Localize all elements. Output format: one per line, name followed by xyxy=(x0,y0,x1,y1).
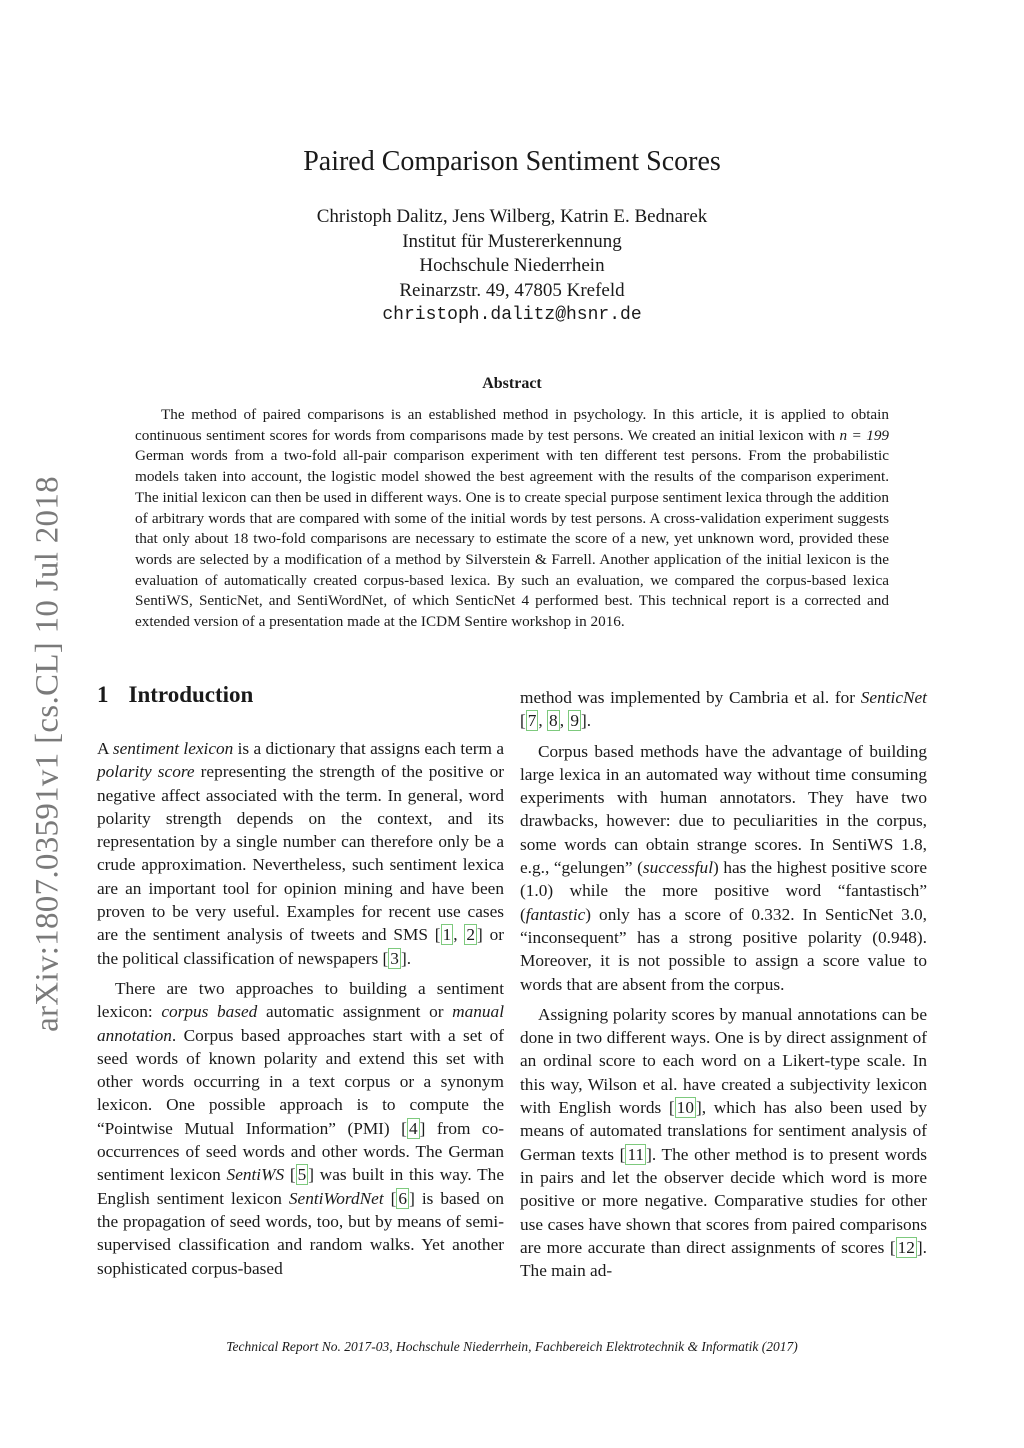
author-school: Hochschule Niederrhein xyxy=(419,255,605,276)
section-heading xyxy=(97,682,253,708)
author-names: Christoph Dalitz, Jens Wilberg, Katrin E. Bednarek xyxy=(316,206,708,227)
abstract-body xyxy=(135,405,889,633)
citation-link[interactable]: 4 xyxy=(408,1118,418,1138)
left-column xyxy=(97,737,504,1287)
citation-link[interactable]: 10 xyxy=(676,1098,694,1118)
author-address: Reinarzstr. 49, 47805 Krefeld xyxy=(399,279,625,301)
citation-link[interactable]: 5 xyxy=(297,1165,307,1185)
intro-paragraph-3: method was implemented by Cambria et al. for SenticNet [ 7 , 8 , 9 ]. xyxy=(520,688,927,731)
page-footer: Technical Report No. 2017-03, Hochschule Niederrhein, Fachbereich Elektrotechnik & Informatik (2017) xyxy=(226,1339,798,1354)
intro-paragraph-4: Corpus based methods have the advantage of building large lexica in an automated way without time consuming experiments with human annotators. They have two drawbacks, however: due to peculiarities in the corpus, some words can obtain strange scores. In SentiWS 1.8, e.g., “gelungen” (successful) has the highest positive score (1.0) while the more positive word “fantastisch” (fantastic) only has a score of 0.332. In SenticNet 3.0, “inconsequent” has a strong positive polarity (0.948). Moreover, it is not possible to assign a score value to words that are absent from the corpus. xyxy=(520,741,928,994)
citation-link[interactable]: 1 xyxy=(442,925,452,945)
citation-link[interactable]: 7 xyxy=(527,711,537,731)
abstract-math: n = 199 xyxy=(839,426,890,444)
author-email[interactable]: christoph.dalitz@hsnr.de xyxy=(382,305,642,325)
right-column xyxy=(520,686,927,1289)
citation-link[interactable]: 11 xyxy=(627,1144,645,1164)
citation-link[interactable]: 2 xyxy=(466,925,475,945)
intro-paragraph-5: Assigning polarity scores by manual annotations can be done in two different ways. One is by direct assignment of an ordinal score to each word on a Likert-type scale. In this way, Wilson et al. have created a subjectivity lexicon with English words [ 10 ], which has also been used by means of automated translations for sentiment analysis of German texts [ 11 ]. The other method is to present words in pairs and let the observer decide which word is more positive or more negative. Comparative studies for other use cases have shown that scores from paired comparisons are more accurate than direct assignments of scores [ 12 ]. The main ad- xyxy=(520,1004,927,1281)
intro-paragraph-1: A sentiment lexicon is a dictionary that assigns each term a polarity score representing the strength of the positive or negative affect associated with the term. In general, word polarity strength depends on the context, and its representation by a single number can therefore only be a crude approximation. Nevertheless, such sentiment lexica are an important tool for opinion mining and have been proven to be very useful. Examples for recent use cases are the sentiment analysis of tweets and SMS [ 1 , 2 ] or the political classification of newspapers [ 3 ]. xyxy=(97,739,504,968)
abstract-text-2: German words from a two-fold all-pair comparison experiment with ten different test persons. From the probabilistic models taken into account, the logistic model showed the best agreement with the results of the comparison experiment. The initial lexicon can then be used in different ways. One is to create special purpose sentiment lexica through the addition of arbitrary words that are compared with some of the initial words by test persons. A cross-validation experiment suggests that only about 18 two-fold comparisons are necessary to estimate the score of a new, yet unknown word, provided these words are selected by a modification of a method by Silverstein & Farrell. Another application of the initial lexicon is the evaluation of automatically created corpus-based lexica. By such an evaluation, we compared the corpus-based lexica SentiWS, SenticNet, and SentiWordNet, of which SenticNet 4 performed best. This technical report is a corrected and extended version of a presentation made at the ICDM Sentire workshop in 2016. xyxy=(135,447,889,631)
section-number: 1 xyxy=(97,682,109,707)
citation-link[interactable]: 8 xyxy=(549,711,558,731)
citation-link[interactable]: 9 xyxy=(570,711,579,731)
author-block xyxy=(0,205,1024,328)
paper-title: Paired Comparison Sentiment Scores xyxy=(303,146,721,177)
abstract-heading: Abstract xyxy=(482,375,542,392)
citation-link[interactable]: 6 xyxy=(398,1188,408,1208)
intro-paragraph-2: There are two approaches to building a sentiment lexicon: corpus based automatic assignment or manual annotation. Corpus based approaches start with a set of seed words of known polarity and extend this set with other words occurring in a text corpus or a synonym lexicon. One possible approach is to compute the “Pointwise Mutual Information” (PMI) [ 4 ] from co-occurrences of seed words and other words. The German sentiment lexicon SentiWS [ 5 ] was built in this way. The English sentiment lexicon SentiWordNet [ 6 ] is based on the propagation of seed words, too, but by means of semi-supervised classification and random walks. Yet another sophisticated corpus-based xyxy=(97,978,505,1278)
section-title: Introduction xyxy=(128,682,254,707)
author-institute: Institut für Mustererkennung xyxy=(402,230,622,252)
arxiv-identifier: arXiv:1807.03591v1 [cs.CL] 10 Jul 2018 xyxy=(29,476,66,1032)
abstract-text-1: The method of paired comparisons is an established method in psychology. In this article, it is applied to obtain continuous sentiment scores for words from comparisons made by test persons. We created an initial lexicon with xyxy=(135,406,889,444)
citation-link[interactable]: 12 xyxy=(897,1237,915,1257)
citation-link[interactable]: 3 xyxy=(390,948,399,968)
